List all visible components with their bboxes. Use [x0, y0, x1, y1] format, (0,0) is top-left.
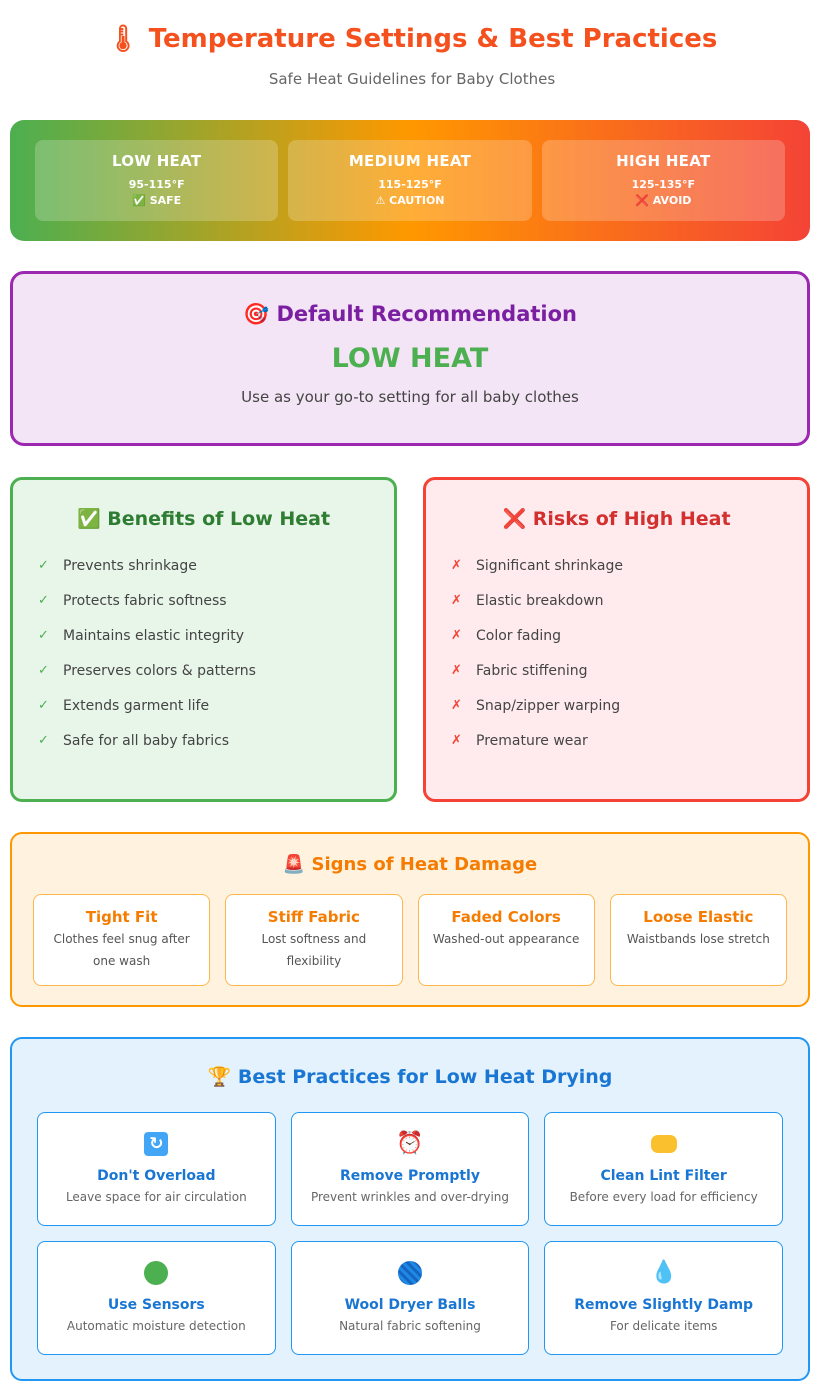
list-item	[38, 548, 369, 583]
sign-description: Waistbands lose stretch	[626, 932, 770, 946]
warning-icon: ⚠	[375, 194, 386, 207]
benefits-panel	[10, 477, 397, 802]
recommendation-description: Use as your go-to setting for all baby clothes	[241, 388, 579, 406]
practice-card	[291, 1112, 530, 1226]
sign-description: Clothes feel snug after one wash	[53, 932, 190, 968]
signs-grid	[33, 894, 787, 986]
list-item	[451, 653, 782, 688]
list-item	[38, 688, 369, 723]
list-item-text: Protects fabric softness	[63, 592, 227, 609]
sign-description: Lost softness and flexibility	[261, 932, 367, 968]
list-item	[38, 583, 369, 618]
sign-card	[610, 894, 787, 986]
check-icon: ✓	[38, 663, 49, 678]
sync-icon: ↻	[144, 1132, 168, 1156]
heat-level-range: 115-125°F	[378, 178, 442, 191]
target-icon: 🎯	[242, 302, 270, 326]
practice-description: Prevent wrinkles and over-drying	[310, 1190, 509, 1204]
practice-card	[291, 1241, 530, 1355]
page-title	[0, 24, 824, 54]
signs-heading	[12, 854, 808, 875]
list-item-text: Preserves colors & patterns	[63, 662, 256, 679]
heat-level-status	[542, 194, 785, 207]
sign-title: Faded Colors	[451, 908, 561, 926]
list-item-text: Elastic breakdown	[476, 592, 604, 609]
list-item	[38, 723, 369, 758]
sign-description: Washed-out appearance	[432, 932, 580, 946]
alarm-clock-icon: ⏰	[396, 1131, 424, 1156]
practice-description: Before every load for efficiency	[569, 1190, 758, 1204]
practice-description: Leave space for air circulation	[65, 1190, 247, 1204]
heat-level-status-text: SAFE	[149, 194, 182, 207]
sign-card	[418, 894, 595, 986]
practice-description: Natural fabric softening	[339, 1319, 481, 1333]
practice-card	[37, 1112, 276, 1226]
cross-icon: ❌	[635, 194, 649, 207]
check-icon: ✓	[38, 698, 49, 713]
list-item	[451, 688, 782, 723]
practice-icon-wrap	[38, 1259, 275, 1287]
check-icon: ✓	[38, 628, 49, 643]
practice-title: Use Sensors	[107, 1297, 205, 1313]
practice-description: For delicate items	[609, 1319, 718, 1333]
list-item-text: Significant shrinkage	[476, 557, 623, 574]
practice-card	[37, 1241, 276, 1355]
x-mark-icon: ✗	[451, 593, 462, 608]
practice-title: Remove Promptly	[339, 1168, 480, 1184]
heat-level-low	[35, 140, 278, 221]
x-mark-icon: ✗	[451, 733, 462, 748]
list-item-text: Extends garment life	[63, 697, 210, 714]
droplet-icon: 💧	[649, 1260, 678, 1285]
list-item-text: Premature wear	[476, 732, 588, 749]
benefits-list	[38, 548, 369, 758]
risks-panel	[423, 477, 810, 802]
signs-heading-text: Signs of Heat Damage	[311, 854, 538, 875]
x-mark-icon: ✗	[451, 558, 462, 573]
list-item	[451, 723, 782, 758]
benefits-heading-text: Benefits of Low Heat	[107, 508, 331, 530]
list-item	[38, 618, 369, 653]
list-item-text: Safe for all baby fabrics	[63, 732, 230, 749]
trophy-icon: 🏆	[207, 1066, 232, 1088]
check-box-icon: ✅	[76, 508, 101, 530]
heat-damage-signs	[10, 832, 810, 1007]
heat-level-name: HIGH HEAT	[616, 152, 711, 170]
practice-icon-wrap	[545, 1130, 782, 1158]
siren-icon: 🚨	[282, 854, 306, 875]
practice-icon-wrap	[292, 1130, 529, 1158]
list-item-text: Maintains elastic integrity	[63, 627, 245, 644]
practice-title: Clean Lint Filter	[600, 1168, 727, 1184]
list-item	[451, 548, 782, 583]
practice-icon-wrap	[545, 1259, 782, 1287]
cross-icon: ❌	[502, 508, 527, 530]
heat-level-status-text: AVOID	[652, 194, 692, 207]
sign-card	[33, 894, 210, 986]
best-practices-grid	[37, 1112, 783, 1355]
list-item-text: Fabric stiffening	[476, 662, 588, 679]
best-practices	[10, 1037, 810, 1381]
heat-level-status-text: CAUTION	[389, 194, 445, 207]
x-mark-icon: ✗	[451, 698, 462, 713]
yarn-ball-icon	[398, 1261, 422, 1285]
practice-description: Automatic moisture detection	[66, 1319, 246, 1333]
check-icon: ✓	[38, 558, 49, 573]
practice-title: Remove Slightly Damp	[574, 1297, 754, 1313]
risks-heading-text: Risks of High Heat	[532, 508, 731, 530]
heat-level-bar	[10, 120, 810, 241]
list-item	[451, 583, 782, 618]
x-mark-icon: ✗	[451, 628, 462, 643]
practice-title: Wool Dryer Balls	[344, 1297, 476, 1313]
heat-level-name: MEDIUM HEAT	[348, 152, 472, 170]
heat-level-status	[35, 194, 278, 207]
practice-card	[544, 1112, 783, 1226]
page-title-text: Temperature Settings & Best Practices	[148, 24, 718, 54]
sponge-icon	[651, 1135, 677, 1153]
practice-icon-wrap	[292, 1259, 529, 1287]
list-item-text: Prevents shrinkage	[63, 557, 197, 574]
best-practices-heading-text: Best Practices for Low Heat Drying	[237, 1066, 613, 1088]
thermometer-icon: 🌡	[106, 24, 140, 54]
recommendation-heading	[13, 302, 807, 327]
heat-level-high	[542, 140, 785, 221]
heat-level-name: LOW HEAT	[111, 152, 202, 170]
practice-card	[544, 1241, 783, 1355]
list-item-text: Snap/zipper warping	[476, 697, 621, 714]
recommendation-value: LOW HEAT	[331, 343, 489, 374]
heat-level-status	[288, 194, 531, 207]
sign-card	[225, 894, 402, 986]
x-mark-icon: ✗	[451, 663, 462, 678]
green-circle-icon	[144, 1261, 168, 1285]
practice-title: Don't Overload	[97, 1168, 216, 1184]
default-recommendation	[10, 271, 810, 446]
best-practices-heading	[12, 1065, 808, 1088]
check-icon: ✅	[132, 194, 146, 207]
list-item-text: Color fading	[476, 627, 562, 644]
heat-level-range: 95-115°F	[128, 178, 185, 191]
recommendation-heading-text: Default Recommendation	[276, 302, 577, 326]
sign-title: Tight Fit	[85, 908, 158, 926]
check-icon: ✓	[38, 593, 49, 608]
risks-list	[451, 548, 782, 758]
list-item	[38, 653, 369, 688]
page-subtitle: Safe Heat Guidelines for Baby Clothes	[268, 70, 556, 88]
heat-level-medium	[288, 140, 531, 221]
check-icon: ✓	[38, 733, 49, 748]
benefits-heading	[38, 507, 369, 530]
sign-title: Loose Elastic	[643, 908, 754, 926]
practice-icon-wrap	[38, 1130, 275, 1158]
risks-heading	[451, 507, 782, 530]
heat-level-range: 125-135°F	[631, 178, 696, 191]
sign-title: Stiff Fabric	[267, 908, 360, 926]
list-item	[451, 618, 782, 653]
